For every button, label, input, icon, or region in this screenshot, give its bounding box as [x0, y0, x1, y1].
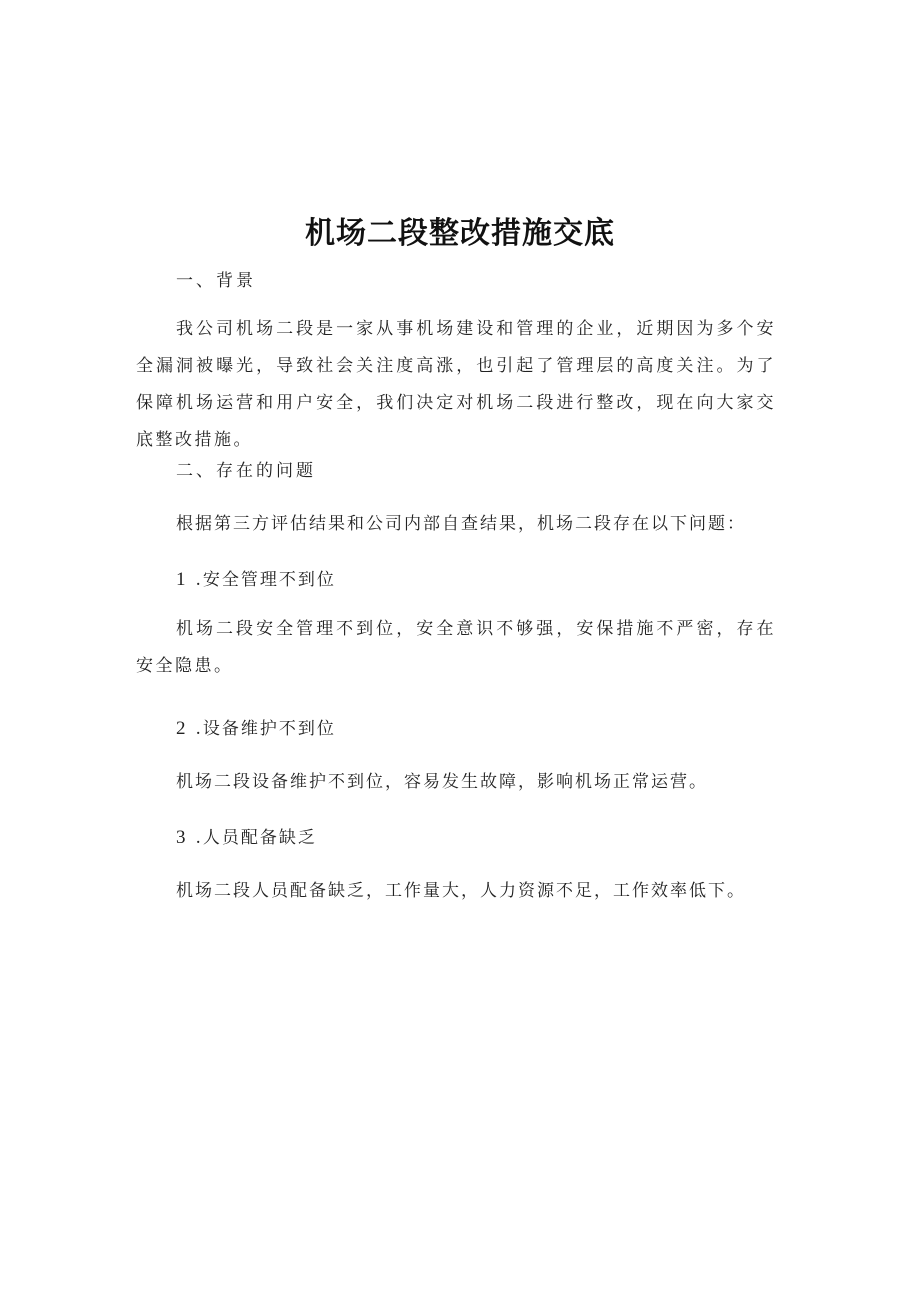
problem-item-3-heading	[176, 823, 317, 849]
problem-item-3-text: 机场二段人员配备缺乏，工作量大，人力资源不足，工作效率低下。	[176, 881, 746, 901]
problem-item-1-heading	[176, 565, 336, 591]
problem-item-1-title: .安全管理不到位	[195, 570, 336, 590]
problems-intro: 根据第三方评估结果和公司内部自查结果，机场二段存在以下问题：	[176, 514, 746, 534]
background-paragraph: 我公司机场二段是一家从事机场建设和管理的企业，近期因为多个安全漏洞被曝光，导致社会关注度高涨，也引起了管理层的高度关注。为了保障机场运营和用户安全，我们决定对机场二段进行整改，现在向大家交底整改措施。	[136, 319, 776, 450]
problem-item-3-title: .人员配备缺乏	[195, 828, 317, 848]
problem-item-2-text: 机场二段设备维护不到位，容易发生故障，影响机场正常运营。	[176, 772, 708, 792]
problem-item-2-heading	[176, 714, 336, 740]
problem-item-3-number: 3	[176, 827, 186, 848]
problem-item-1-text: 机场二段安全管理不到位，安全意识不够强，安保措施不严密，存在安全隐患。	[136, 619, 776, 676]
problem-item-2-number: 2	[176, 718, 186, 739]
problem-item-1-number: 1	[176, 569, 186, 590]
section-heading-background: 一、背景	[176, 271, 256, 291]
document-title: 机场二段整改措施交底	[305, 216, 615, 251]
section-heading-problems: 二、存在的问题	[176, 461, 316, 481]
problem-item-2-title: .设备维护不到位	[195, 719, 336, 739]
